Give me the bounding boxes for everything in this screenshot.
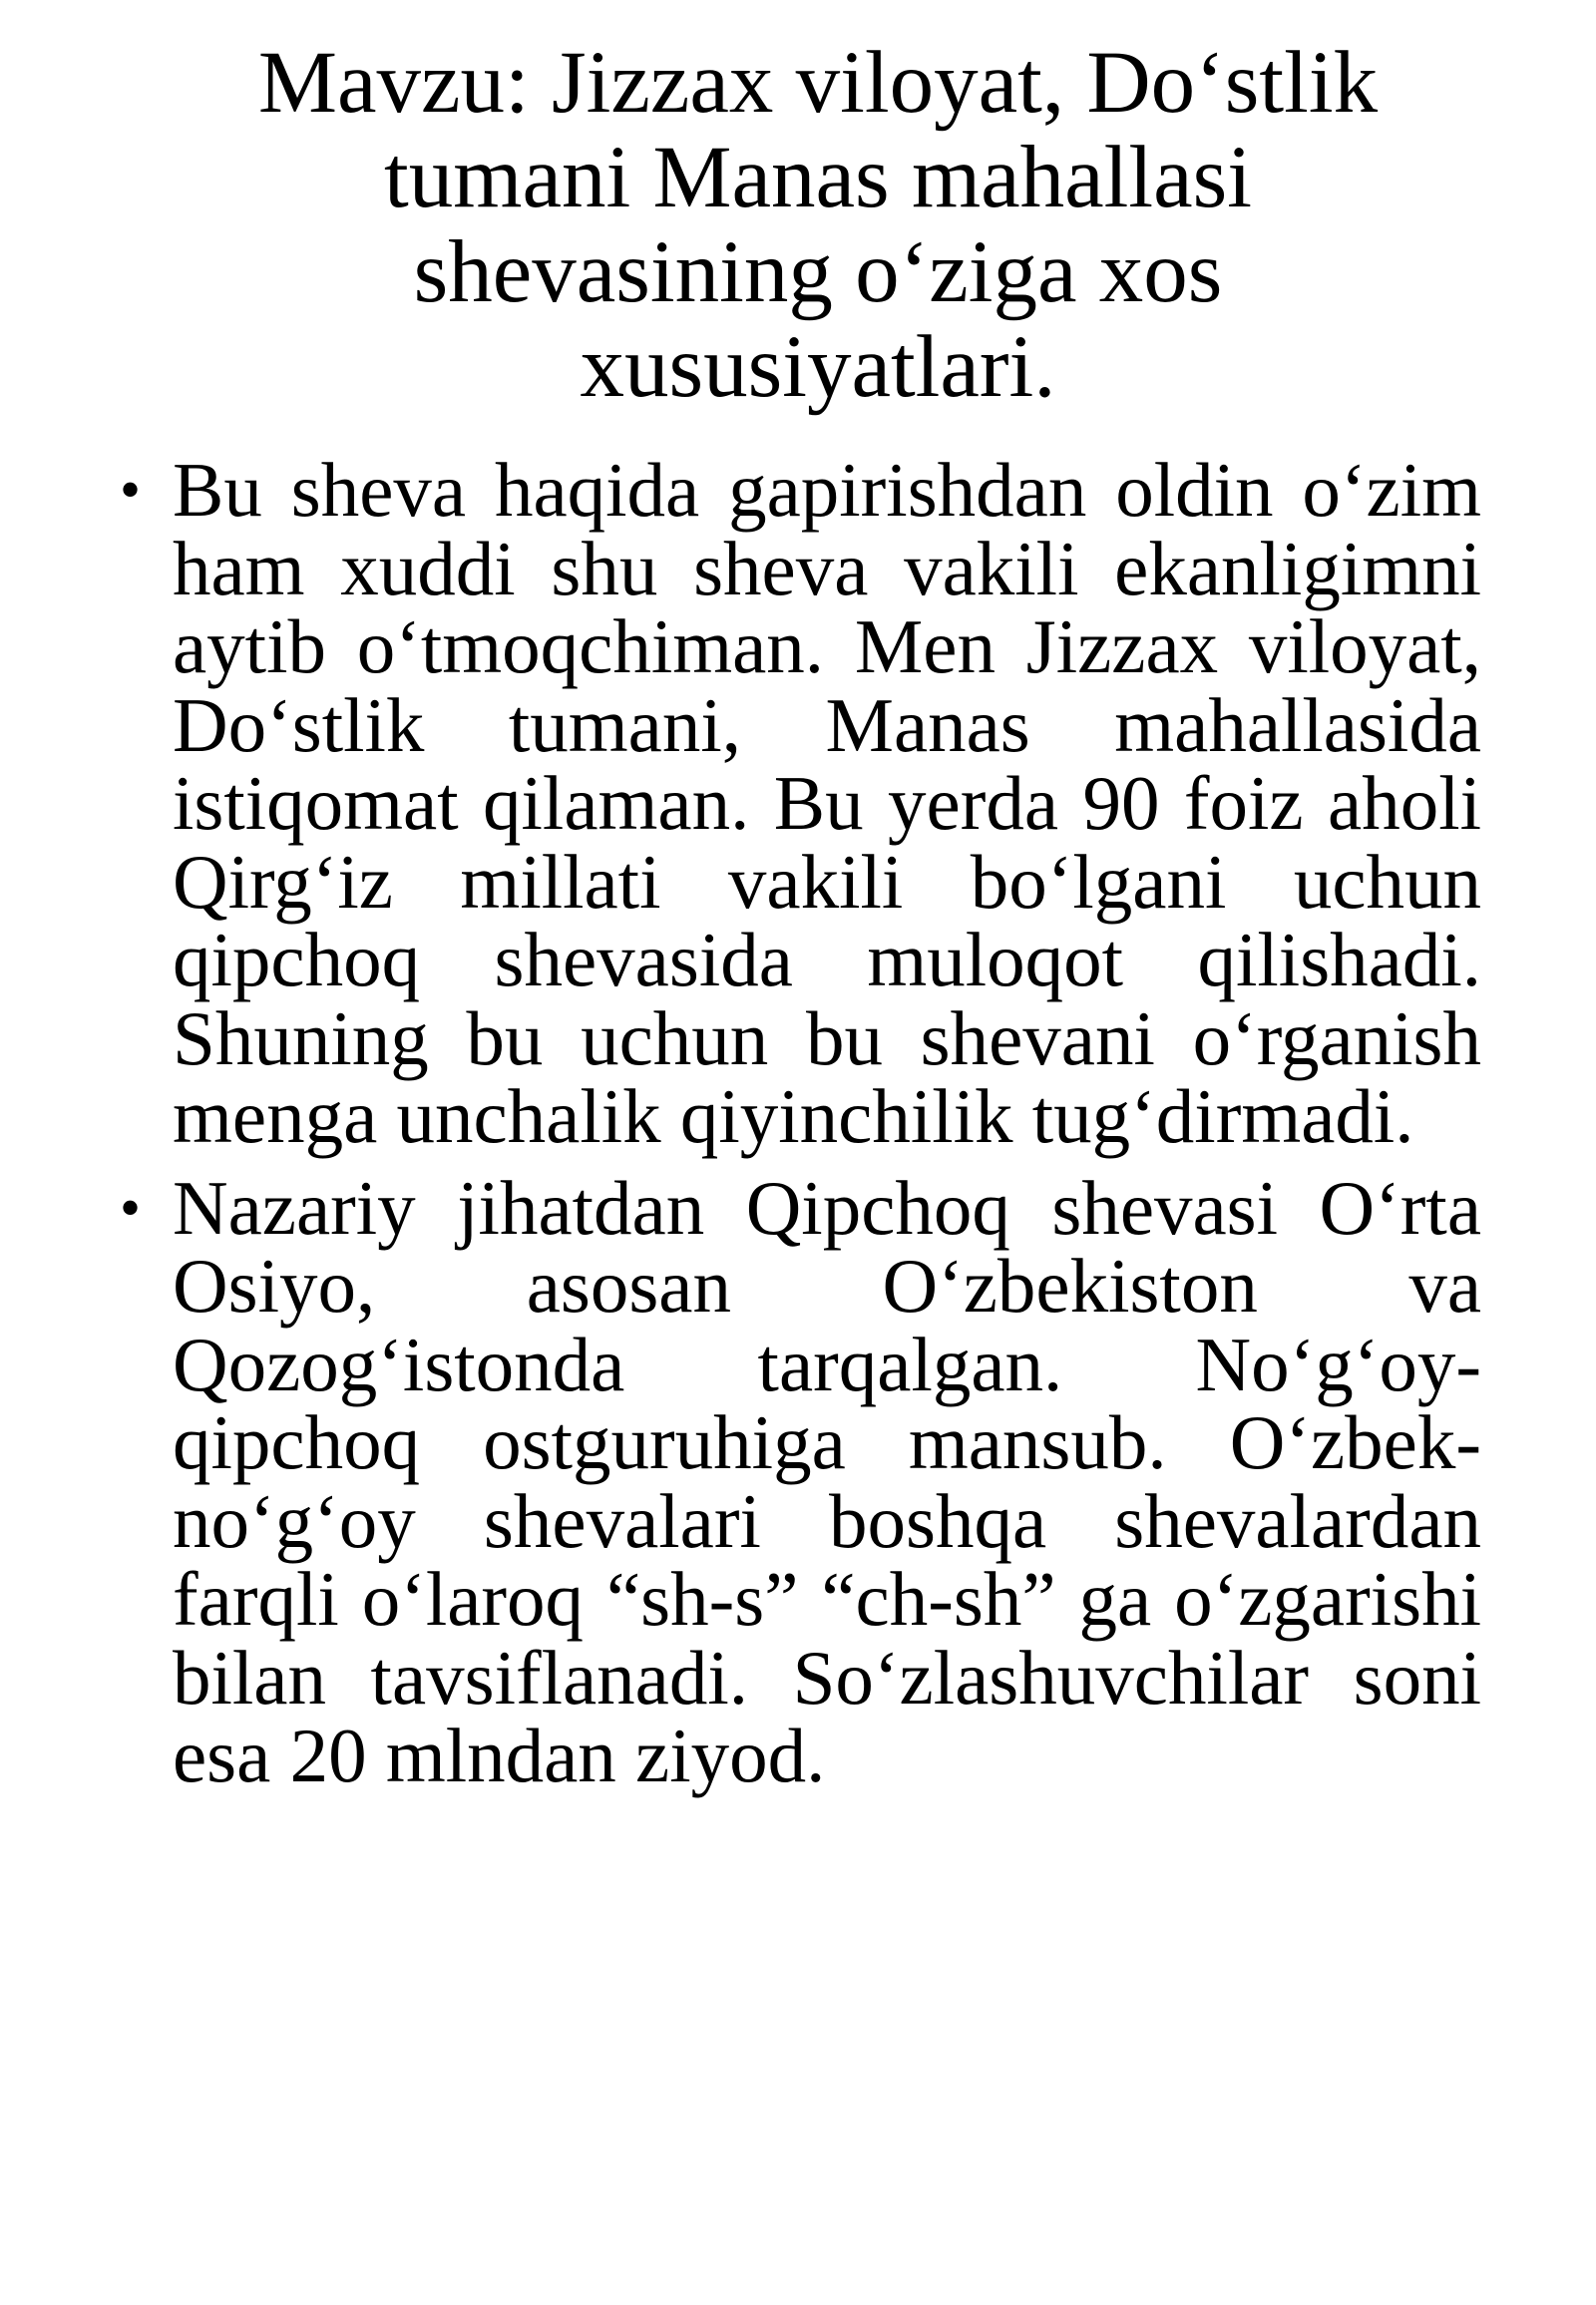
- bullet-icon: •: [120, 457, 142, 523]
- paragraph-text: Nazariy jihatdan Qipchoq shevasi O‘rta Osiyo, asosan O‘zbekiston va Qozog‘istonda tarqalgan. No‘g‘oy-qipchoq ostguruhiga mansub. O‘zbek-no‘g‘oy shevalari boshqa shevalardan farqli o‘laroq “sh-s” “ch-sh” ga o‘zgarishi bilan tavsiflanadi. So‘zlashuvchilar soni esa 20 mlndan ziyod.: [173, 1164, 1481, 1798]
- paragraph-text: Bu sheva haqida gapirishdan oldin o‘zim ham xuddi shu sheva vakili ekanligimni aytib o‘tmoqchiman. Men Jizzax viloyat, Do‘stlik tumani, Manas mahallasida istiqomat qilaman. Bu yerda 90 foiz aholi Qirg‘iz millati vakili bo‘lgani uchun qipchoq shevasida muloqot qilishadi. Shuning bu uchun bu shevani o‘rganish menga unchalik qiyinchilik tug‘dirmadi.: [173, 447, 1481, 1159]
- bullet-icon: •: [120, 1174, 142, 1241]
- list-item: [120, 447, 1481, 1159]
- list-item: [120, 1164, 1481, 1798]
- bullet-list: [120, 447, 1481, 1808]
- page-title: Mavzu: Jizzax viloyat, Do‘stlik tumani Manas mahallasi shevasining o‘ziga xos xususiyatlari.: [257, 34, 1379, 416]
